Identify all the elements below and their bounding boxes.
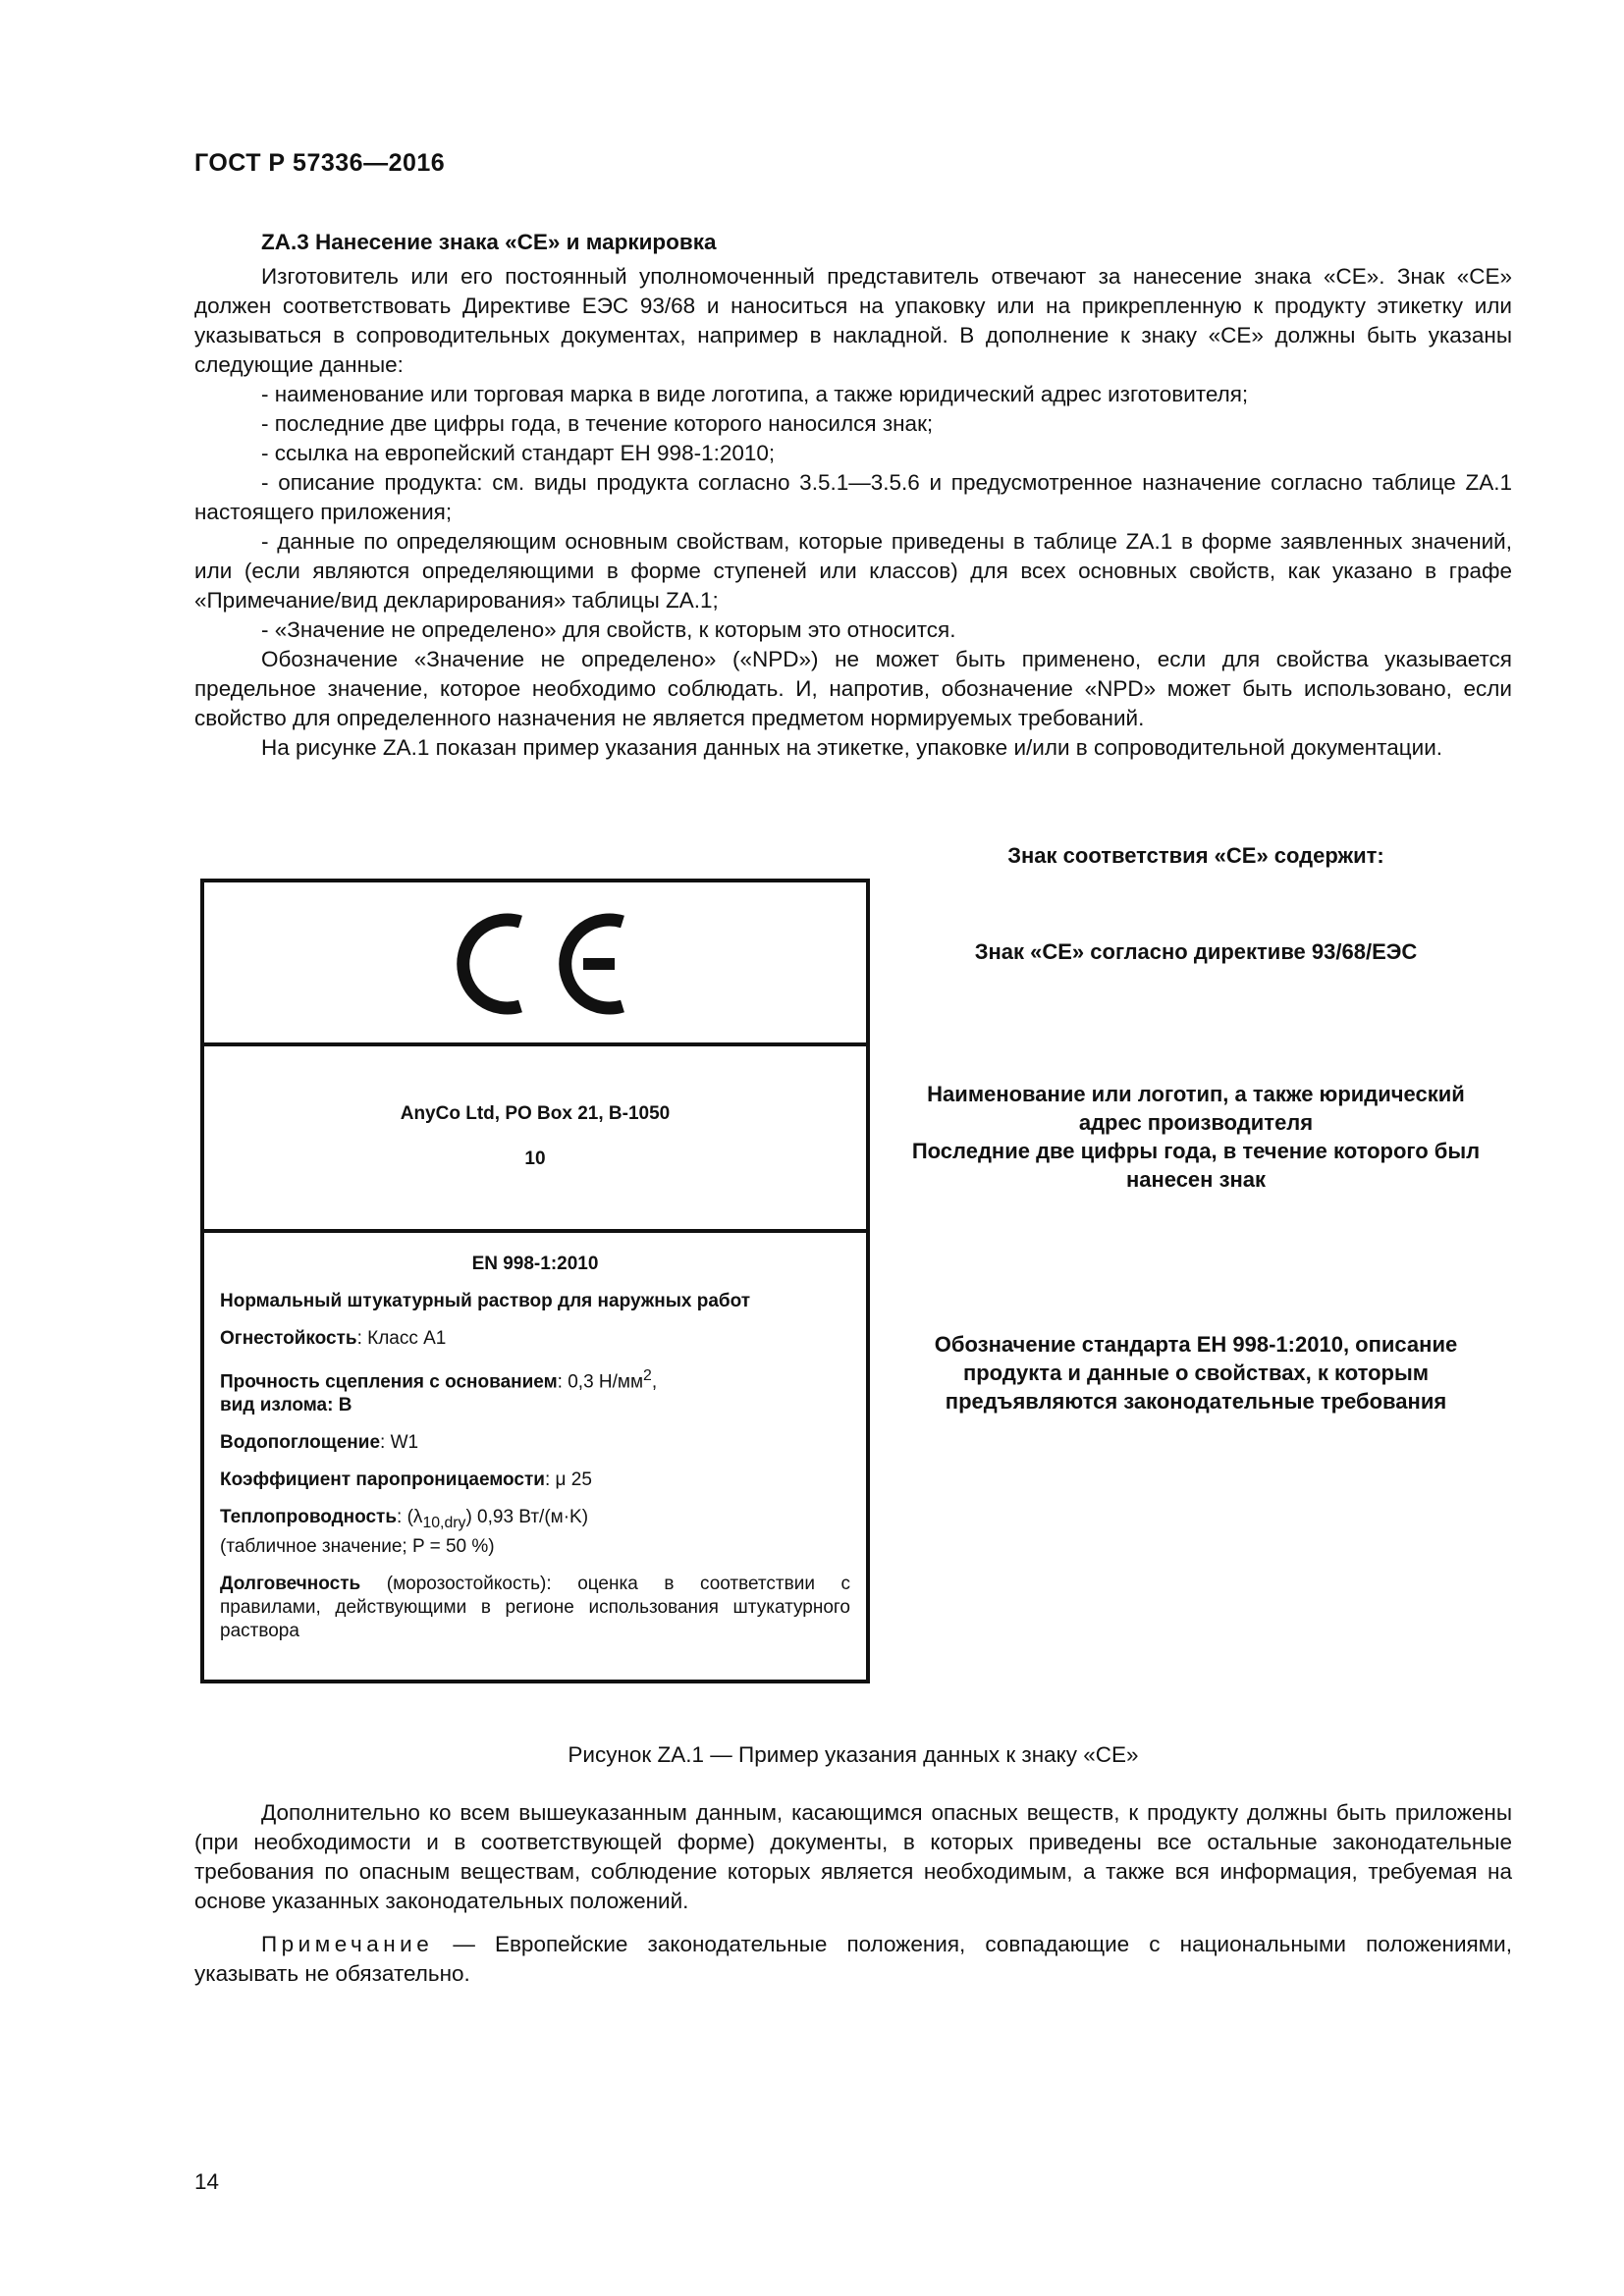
list-item: - «Значение не определено» для свойств, к которым это относится. [261,617,956,642]
caption-manufacturer: Наименование или логотип, а также юридический адрес производителя [927,1082,1465,1135]
standard-designation: EN 998-1:2010 [471,1254,599,1274]
list-item: - последние две цифры года, в течение которого наносился знак; [261,411,934,436]
manufacturer-section [204,1046,866,1233]
closing-paragraph: Дополнительно ко всем вышеуказанным данным, касающимся опасных веществ, к продукту должны быть приложены (при необходимости и в соответствующей форме) документы, в которых приведены все остальные законодательные требования по опасным веществам, соблюдение которых является необходимым, а также вся информация, требуемая на основе указанных законодательных положений. [194,1800,1512,1913]
section-intro: Изготовитель или его постоянный уполномоченный представитель отвечают за нанесение знака «СЕ». Знак «СЕ» должен соответствовать Директиве ЕЭС 93/68 и наноситься на упаковку или на прикрепленную к продукту этикетку или указываться в сопроводительных документах, например в накладной. В дополнение к знаку «СЕ» должны быть указаны следующие данные: [194,264,1512,377]
ce-mark-icon [438,910,634,1018]
ce-label [200,879,870,1683]
page-number: 14 [194,2169,220,2194]
property-durability: Долговечность (морозостойкость): оценка в соответствии с правилами, действующими в регионе использования штукатурного раствора [220,1574,850,1642]
document-code: ГОСТ Р 57336—2016 [194,149,446,177]
note-label: Примечание [261,1932,434,1956]
property-water: Водопоглощение: W1 [220,1432,419,1454]
note-text: — Европейские законодательные положения, совпадающие с национальными положениями, указывать не обязательно. [194,1932,1512,1986]
closing-section [194,1798,1512,1989]
section-heading: ZA.3 Нанесение знака «СЕ» и маркировка [261,230,717,254]
property-bond: Прочность сцепления с основанием: 0,3 $Н/мм^2$, вид излома: B [220,1367,658,1416]
product-description: Нормальный штукатурный раствор для наружных работ [220,1291,751,1311]
section-za3 [194,228,1512,763]
caption-ce-mark: Знак «СЕ» согласно директиве 93/68/ЕЭС [974,939,1418,964]
list-item: - данные по определяющим основным свойствам, которые приведены в таблице ZA.1 в форме заявленных значений, или (если являются определяющими в форме ступеней или классов) для всех основных свойств, как указано в графе «Примечание/вид декларирования» таблицы ZA.1; [194,529,1512,613]
property-thermal: Теплопроводность: $(\lambda_{10,dry})$ 0,93 Вт/(м·K) (табличное значение; P = 50 %) [220,1507,589,1558]
product-data-section [204,1233,866,1680]
npd-paragraph: Обозначение «Значение не определено» («NPD») не может быть применено, если для свойства указывается предельное значение, которое необходимо соблюдать. И, напротив, обозначение «NPD» может быть использовано, если свойство для определенного назначения не является предметом нормируемых требований. [194,647,1512,730]
manufacturer-address: AnyCo Ltd, PO Box 21, B-1050 [400,1103,671,1124]
figure-caption: Рисунок ZA.1 — Пример указания данных к знаку «СЕ» [568,1742,1139,1767]
figure-reference: На рисунке ZA.1 показан пример указания данных на этикетке, упаковке и/или в сопроводительной документации. [261,735,1443,760]
property-fire: Огнестойкость: Класс A1 [220,1328,447,1349]
list-item: - ссылка на европейский стандарт ЕН 998-1:2010; [261,441,776,465]
property-vapour: Коэффициент паропроницаемости: μ 25 [220,1469,592,1491]
ce-mark-section [204,882,866,1046]
figure-right-title: Знак соответствия «СЕ» содержит: [1007,843,1384,868]
list-item: - наименование или торговая марка в виде логотипа, а также юридический адрес изготовителя; [261,382,1249,406]
caption-standard: Обозначение стандарта ЕН 998-1:2010, описание продукта и данные о свойствах, к которым предъявляются законодательные требования [934,1332,1458,1414]
note-paragraph [194,1930,1512,1989]
caption-year: Последние две цифры года, в течение которого был нанесен знак [911,1139,1481,1192]
year-digits: 10 [524,1148,546,1169]
list-item: - описание продукта: см. виды продукта согласно 3.5.1—3.5.6 и предусмотренное назначение согласно таблице ZA.1 настоящего приложения; [194,470,1512,524]
